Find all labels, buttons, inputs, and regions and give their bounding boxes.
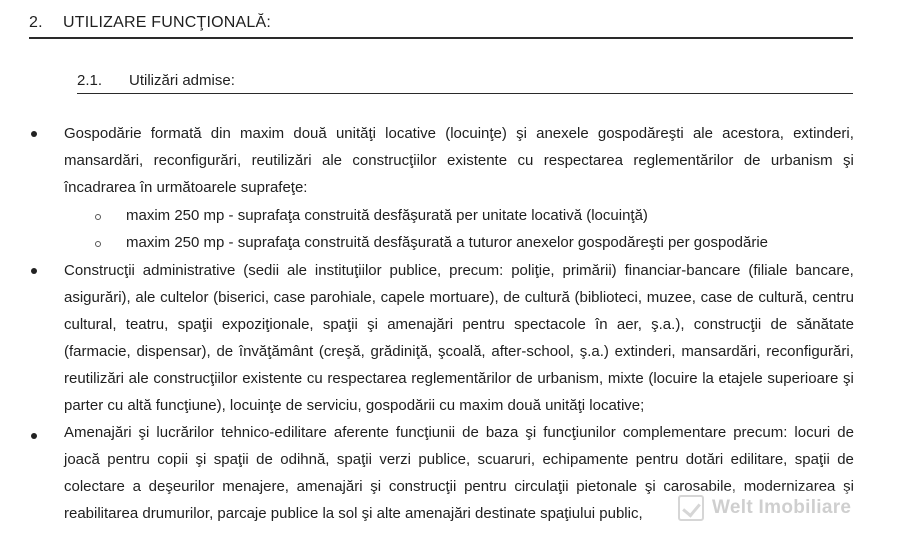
list-item: [64, 120, 854, 201]
section-heading: [29, 14, 853, 39]
section-number: 2.: [29, 14, 43, 31]
subsection-heading: [77, 72, 853, 94]
paragraph-line: colectare a deşeurilor menajere, amenajări şi construcţii pentru circulaţii pietonale şi carosabile, modernizarea şi: [64, 478, 854, 495]
sub-list-item: [95, 202, 648, 229]
checkmark-logo-icon: [678, 495, 704, 521]
paragraph-line: Construcţii administrative (sedii ale instituţiilor publice, precum: poliţie, primării) financiar-bancare (filiale bancare,: [64, 262, 854, 279]
subsection-number: 2.1.: [77, 72, 103, 89]
sub-list-item: [95, 229, 768, 256]
circle-bullet-icon: [95, 241, 101, 247]
bullet-icon: [31, 268, 37, 274]
paragraph-line: Amenajări şi lucrărilor tehnico-edilitare aferente funcţiunii de baza şi funcţiunilor complementare precum: locuri de: [64, 424, 854, 441]
paragraph-line: mansardări, reconfigurări, reutilizări ale construcţiilor existente cu respectarea reglementărilor de urbanism şi: [64, 152, 854, 169]
list-item: [64, 257, 854, 419]
paragraph-line: asigurări), ale cultelor (biserici, case parohiale, capele mortuare), de cultură (biblioteci, muzee, case de cultură, centru: [64, 289, 854, 306]
paragraph-line: cultural, teatru, spaţii expoziţionale, spaţii şi amenajări pentru spectacole în aer, ş.a.), construcţii de sănătate: [64, 316, 854, 333]
paragraph-line: reabilitarea drumurilor, parcaje publice la sol şi alte amenajări destinate spaţiului public,: [64, 505, 643, 522]
sub-list-item-text: maxim 250 mp - suprafaţa construită desfăşurată a tuturor anexelor gospodăreşti per gospodărie: [126, 234, 769, 251]
bullet-icon: [31, 131, 37, 137]
watermark: [678, 490, 883, 526]
paragraph-line: Gospodărie formată din maxim două unităţi locative (locuinţe) şi anexele gospodăreşti ale acestora, extinderi,: [64, 125, 854, 142]
paragraph-line: reutilizări ale construcţiilor existente cu respectarea reglementărilor de urbanism, mixte (locuire la etajele superioare şi: [64, 370, 854, 387]
section-title: UTILIZARE FUNCŢIONALĂ:: [63, 14, 271, 31]
watermark-text: Welt Imobiliare: [712, 497, 852, 518]
bullet-icon: [31, 433, 37, 439]
subsection-title: Utilizări admise:: [129, 72, 235, 89]
sub-list-item-text: maxim 250 mp - suprafaţa construită desfăşurată per unitate locativă (locuinţă): [126, 207, 648, 224]
paragraph-line: (farmacie, dispensar), de învăţământ (creşă, grădiniţă, şcoală, after-school, ş.a.) extinderi, mansardări, reconfigurări,: [64, 343, 854, 360]
circle-bullet-icon: [95, 214, 101, 220]
paragraph-line: joacă pentru copii şi spaţii de odihnă, spaţii verzi publice, scuaruri, echipamente pentru dotări edilitare, spaţii de: [64, 451, 854, 468]
paragraph-line: parter cu altă funcţiune), locuinţe de serviciu, gospodării cu maxim două unităţi locative;: [64, 397, 645, 414]
paragraph-line: încadrarea în următoarele suprafeţe:: [64, 179, 308, 196]
